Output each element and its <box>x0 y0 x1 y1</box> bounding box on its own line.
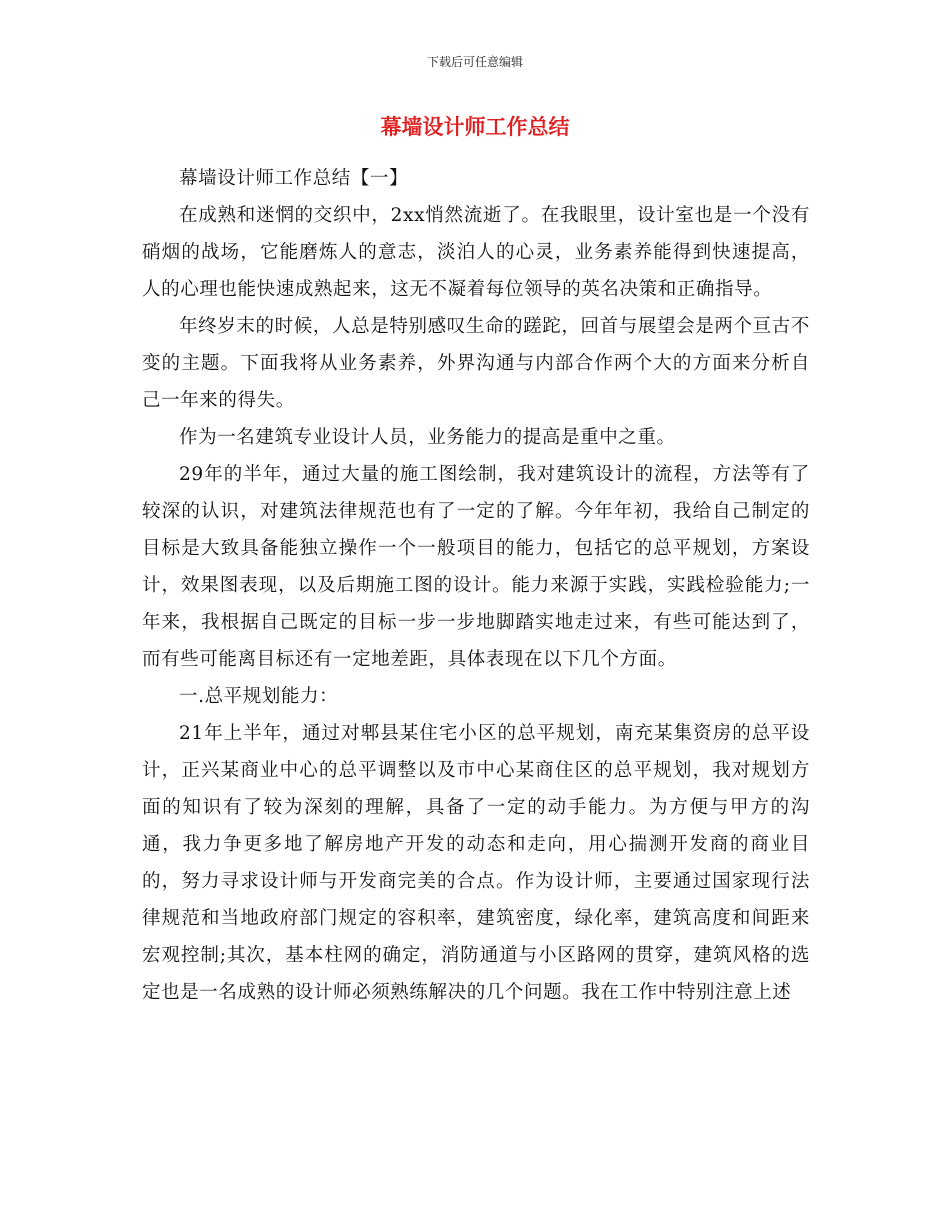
section-heading: 幕墙设计师工作总结【一】 <box>179 168 409 189</box>
page-header-note: 下载后可任意编辑 <box>426 55 523 69</box>
body-paragraph: 在成熟和迷惘的交织中，2xx悄然流逝了。在我眼里，设计室也是一个没有硝烟的战场，它能磨炼人的意志，淡泊人的心灵，业务素养能得到快速提高，人的心理也能快速成熟起来，这无不凝着每位领导的英名决策和正确指导。 <box>142 205 810 300</box>
body-paragraph: 29年的半年，通过大量的施工图绘制，我对建筑设计的流程，方法等有了较深的认识，对建筑法律规范也有了一定的了解。今年年初，我给自己制定的目标是大致具备能独立操作一个一般项目的能力，包括它的总平规划，方案设计，效果图表现，以及后期施工图的设计。能力来源于实践，实践检验能力;一年来，我根据自己既定的目标一步一步地脚踏实地走过来，有些可能达到了，而有些可能离目标还有一定地差距，具体表现在以下几个方面。 <box>142 464 810 670</box>
subsection-heading: 一.总平规划能力： <box>179 686 339 707</box>
body-paragraph: 年终岁末的时候，人总是特别感叹生命的蹉跎，回首与展望会是两个亘古不变的主题。下面我将从业务素养，外界沟通与内部合作两个大的方面来分析自己一年来的得失。 <box>142 316 810 411</box>
body-paragraph: 21年上半年，通过对郫县某住宅小区的总平规划，南充某集资房的总平设计，正兴某商业中心的总平调整以及市中心某商住区的总平规划，我对规划方面的知识有了较为深刻的理解，具备了一定的动手能力。为方便与甲方的沟通，我力争更多地了解房地产开发的动态和走向，用心揣测开发商的商业目的，努力寻求设计师与开发商完美的合点。作为设计师，主要通过国家现行法律规范和当地政府部门规定的容积率，建筑密度，绿化率，建筑高度和间距来宏观控制;其次，基本柱网的确定，消防通道与小区路网的贯穿，建筑风格的选定也是一名成熟的设计师必须熟练解决的几个问题。我在工作中特别注意上述 <box>142 723 810 1003</box>
document-body <box>142 160 810 1011</box>
document-title: 幕墙设计师工作总结 <box>380 114 570 139</box>
body-paragraph: 作为一名建筑专业设计人员，业务能力的提高是重中之重。 <box>179 427 676 448</box>
